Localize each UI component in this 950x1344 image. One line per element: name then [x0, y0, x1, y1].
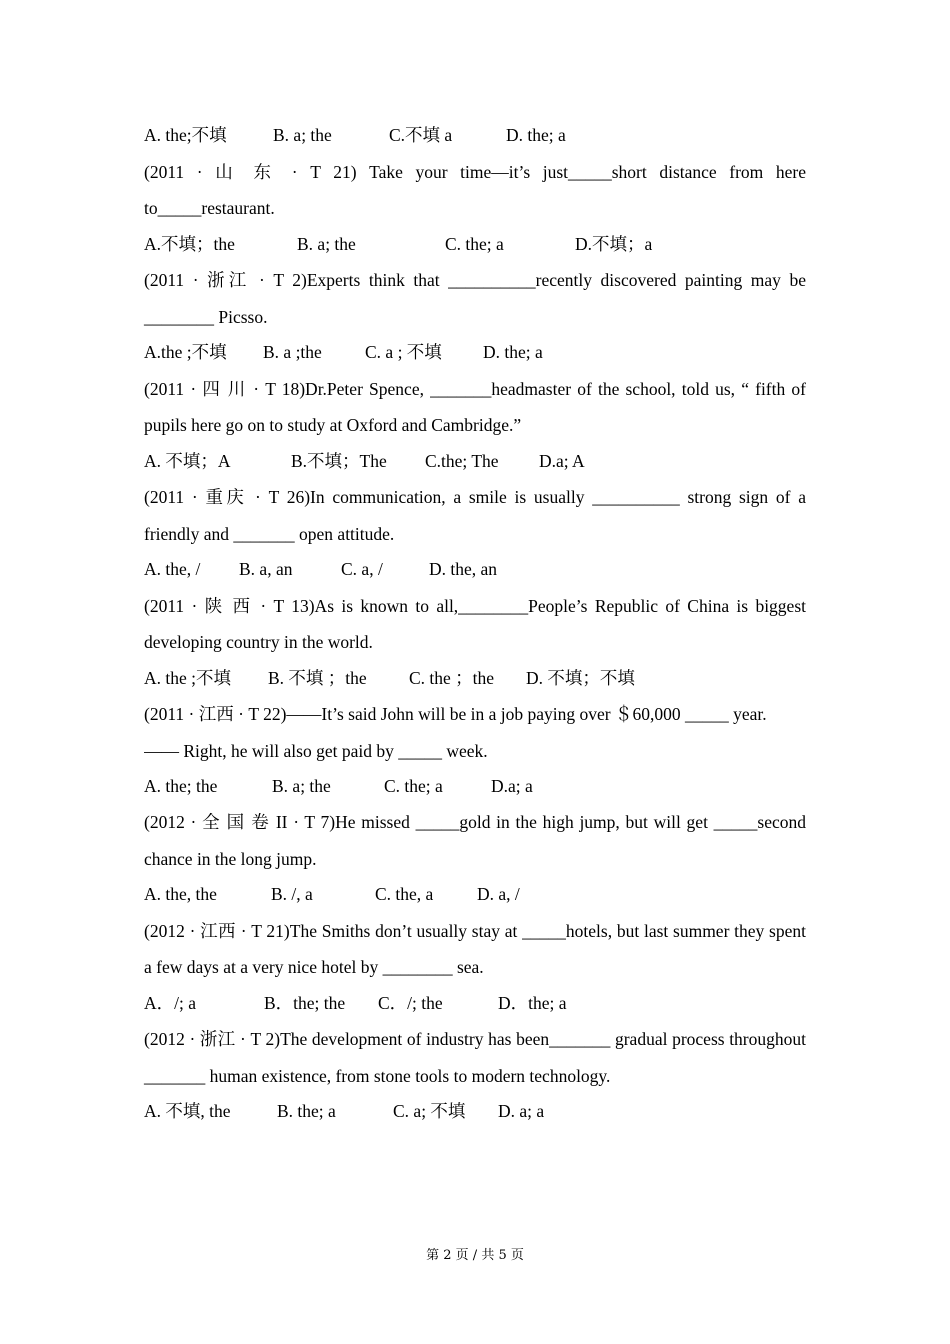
options-row-5 [144, 661, 806, 697]
option-d: D. the; a [506, 125, 566, 145]
page-number-footer: 第 2 页 / 共 5 页 [426, 1248, 524, 1263]
option-d: D.a; A [539, 450, 585, 471]
question-stem-4: (2011 · 重庆 · T 26)In communication, a smile is usually __________ strong sign of a friendly and _______ open attitude. [144, 487, 806, 544]
option-c: C. the ；the [409, 667, 495, 688]
option-b: B. a; the [272, 775, 331, 796]
option-b: B. 不填 ；the [268, 667, 367, 688]
option-d: D. 不填；不填 [526, 667, 635, 688]
options-row-2 [144, 335, 806, 371]
option-a: A. 不填, the [144, 1101, 231, 1122]
option-c: C.不填 a [389, 125, 453, 145]
question-stem-6: (2011 · 江西 · T 22)——It’s said John will be in a job paying over ＄60,000 _____ year. [144, 704, 767, 724]
option-c: C. a; 不填 [393, 1101, 466, 1122]
option-a: A．/; a [144, 992, 197, 1013]
options-row-4 [144, 552, 806, 588]
option-b: B. /, a [271, 884, 313, 905]
question-stem-5: (2011 · 陕 西 · T 13)As is known to all,________People’s Republic of China is biggest developing country in the world. [144, 595, 806, 652]
question-stem-8: (2012 · 江西 · T 21)The Smiths don’t usually stay at _____hotels, but last summer they spent a few days at a very nice hotel by ________ sea. [144, 920, 806, 978]
question-stem-6-continued: —— Right, he will also get paid by _____ week. [144, 740, 488, 761]
option-b: B. the; a [277, 1101, 336, 1122]
option-a: A.the ;不填 [144, 342, 227, 362]
options-row-0 [144, 118, 806, 154]
question-stem-2: (2011 · 浙江 · T 2)Experts think that __________recently discovered painting may be ________ Picsso. [144, 270, 806, 327]
question-stem-1: (2011 · 山 东 · T 21) Take your time—it’s just_____short distance from here to_____restaurant. [144, 161, 806, 218]
option-d: D. the; a [483, 342, 543, 362]
option-a: A. the, the [144, 884, 217, 905]
options-row-1 [144, 227, 806, 263]
option-c: C. the; a [384, 775, 443, 796]
options-row-8 [144, 986, 806, 1022]
option-d: D. a; a [498, 1101, 545, 1122]
option-b: B. a; the [273, 125, 332, 145]
option-c: C. the, a [375, 884, 434, 905]
option-b: B. a ;the [263, 342, 322, 362]
option-d: D.不填；a [575, 233, 653, 254]
option-c: C. a ; 不填 [365, 342, 442, 362]
option-a: A. the;不填 [144, 125, 227, 145]
option-d: D．the; a [498, 992, 567, 1013]
option-a: A. the ;不填 [144, 667, 232, 688]
question-stem-9: (2012 · 浙江 · T 2)The development of industry has been_______ gradual process throughout _______ human existence, from stone tools to modern technology. [144, 1029, 806, 1086]
options-row-9 [144, 1094, 806, 1130]
question-stem-3: (2011 · 四 川 · T 18)Dr.Peter Spence, _______headmaster of the school, told us, “ fifth of pupils here go on to study at Oxford and Cambridge.” [144, 378, 806, 435]
option-d: D.a; a [491, 775, 533, 796]
option-b: B. a, an [239, 559, 293, 579]
option-c: C. the; a [445, 233, 504, 254]
option-c: C．/; the [378, 992, 443, 1013]
option-c: C. a, / [341, 559, 383, 579]
option-b: B.不填；The [291, 450, 387, 471]
options-row-3 [144, 444, 806, 480]
question-stem-7: (2012 · 全 国 卷 II · T 7)He missed _____gold in the high jump, but will get _____second chance in the long jump. [144, 812, 806, 869]
option-b: B. a; the [297, 233, 356, 254]
option-c: C.the; The [425, 450, 499, 471]
option-a: A. the; the [144, 775, 218, 796]
option-a: A. the, / [144, 559, 201, 579]
option-a: A. 不填；A [144, 450, 231, 471]
options-row-6 [144, 769, 806, 805]
option-b: B．the; the [264, 992, 346, 1013]
option-a: A.不填；the [144, 233, 235, 254]
option-d: D. the, an [429, 559, 498, 579]
options-row-7 [144, 877, 806, 913]
option-d: D. a, / [477, 884, 520, 905]
document-body [144, 118, 806, 1130]
